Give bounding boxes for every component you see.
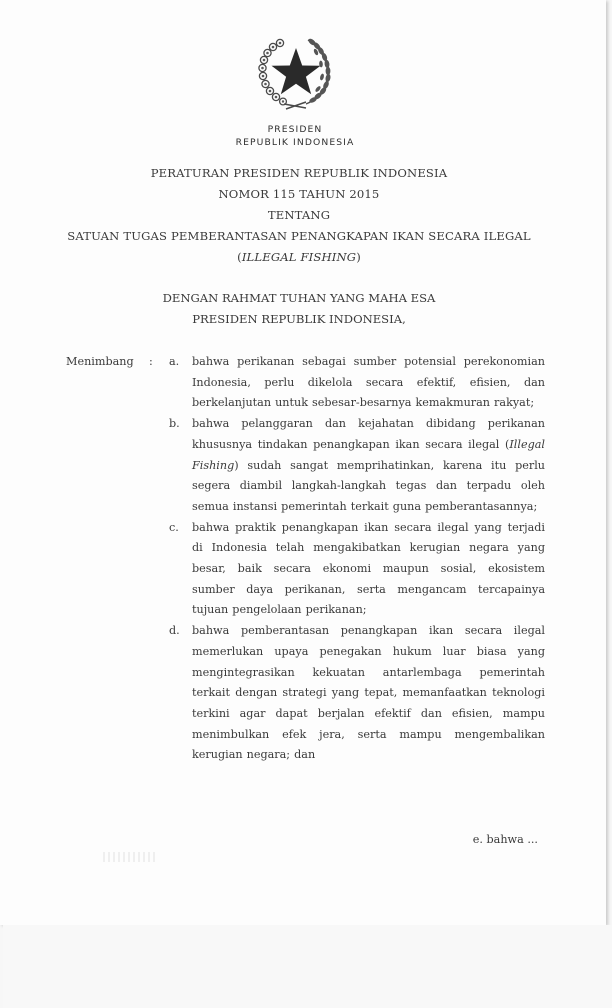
- illegal-fishing-term: ILLEGAL FISHING: [241, 250, 357, 264]
- considering-section: [66, 352, 548, 766]
- letterhead-president: PRESIDEN: [267, 124, 323, 135]
- clause-marker: a.: [169, 355, 180, 368]
- regulation-number: NOMOR 115 TAHUN 2015: [218, 187, 380, 201]
- clause-marker: b.: [169, 417, 180, 431]
- clause-text: bahwa praktik penangkapan ikan secara ilegal yang terjadi di Indonesia telah mengakibatkan kerugian negara yang besar, baik secara ekonomi maupun sosial, ekosistem sumber daya perikanan, serta mengancam tercapainya tujuan pengelolaan perikanan;: [192, 520, 545, 617]
- clause-marker: d.: [169, 624, 180, 638]
- page-continuation-marker: e. bahwa ...: [472, 833, 538, 846]
- considering-label: Menimbang: [66, 355, 134, 368]
- regulation-subject-english: (ILLEGAL FISHING): [237, 250, 361, 264]
- presidential-emblem-icon: [256, 34, 334, 112]
- considering-colon: :: [149, 355, 153, 368]
- clause-text: bahwa perikanan sebagai sumber potensial perekonomian Indonesia, perlu dikelola secara efektif, efisien, dan berkelanjutan untuk sebesar-besarnya kemakmuran rakyat;: [192, 355, 545, 410]
- opening-president: PRESIDEN REPUBLIK INDONESIA,: [192, 312, 406, 326]
- clause-d: [169, 621, 545, 766]
- page-background: [3, 925, 612, 1008]
- letterhead-republic: REPUBLIK INDONESIA: [235, 137, 355, 148]
- clause-c: [169, 518, 545, 622]
- regulation-type: PERATURAN PRESIDEN REPUBLIK INDONESIA: [150, 166, 448, 180]
- clause-text: bahwa pemberantasan penangkapan ikan secara ilegal memerlukan upaya penegakan hukum luar biasa yang mengintegrasikan kekuatan antarlembaga pemerintah terkait dengan strategi yang tepat, memanfaatkan teknologi terkini agar dapat berjalan efektif dan efisien, mampu menimbulkan efek jera, serta mampu mengembalikan kerugian negara; dan: [192, 624, 545, 762]
- clause-b: [169, 414, 545, 518]
- clause-marker: c.: [169, 520, 179, 534]
- clause-text: bahwa pelanggaran dan kejahatan dibidang perikanan khususnya tindakan penangkapan ikan secara ilegal (Illegal Fishing) sudah sangat memprihatinkan, karena itu perlu segera diambil langkah-langkah tegas dan terpadu oleh semua instansi pemerintah terkait guna pemberantasannya;: [192, 417, 545, 513]
- illegal-fishing-term: Illegal Fishing: [192, 437, 545, 472]
- regulation-subject: SATUAN TUGAS PEMBERANTASAN PENANGKAPAN IKAN SECARA ILEGAL: [67, 229, 531, 243]
- clause-a: [169, 352, 545, 414]
- faint-stamp-mark: [103, 852, 158, 862]
- opening-invocation: DENGAN RAHMAT TUHAN YANG MAHA ESA: [162, 291, 436, 305]
- regulation-about: TENTANG: [267, 208, 331, 222]
